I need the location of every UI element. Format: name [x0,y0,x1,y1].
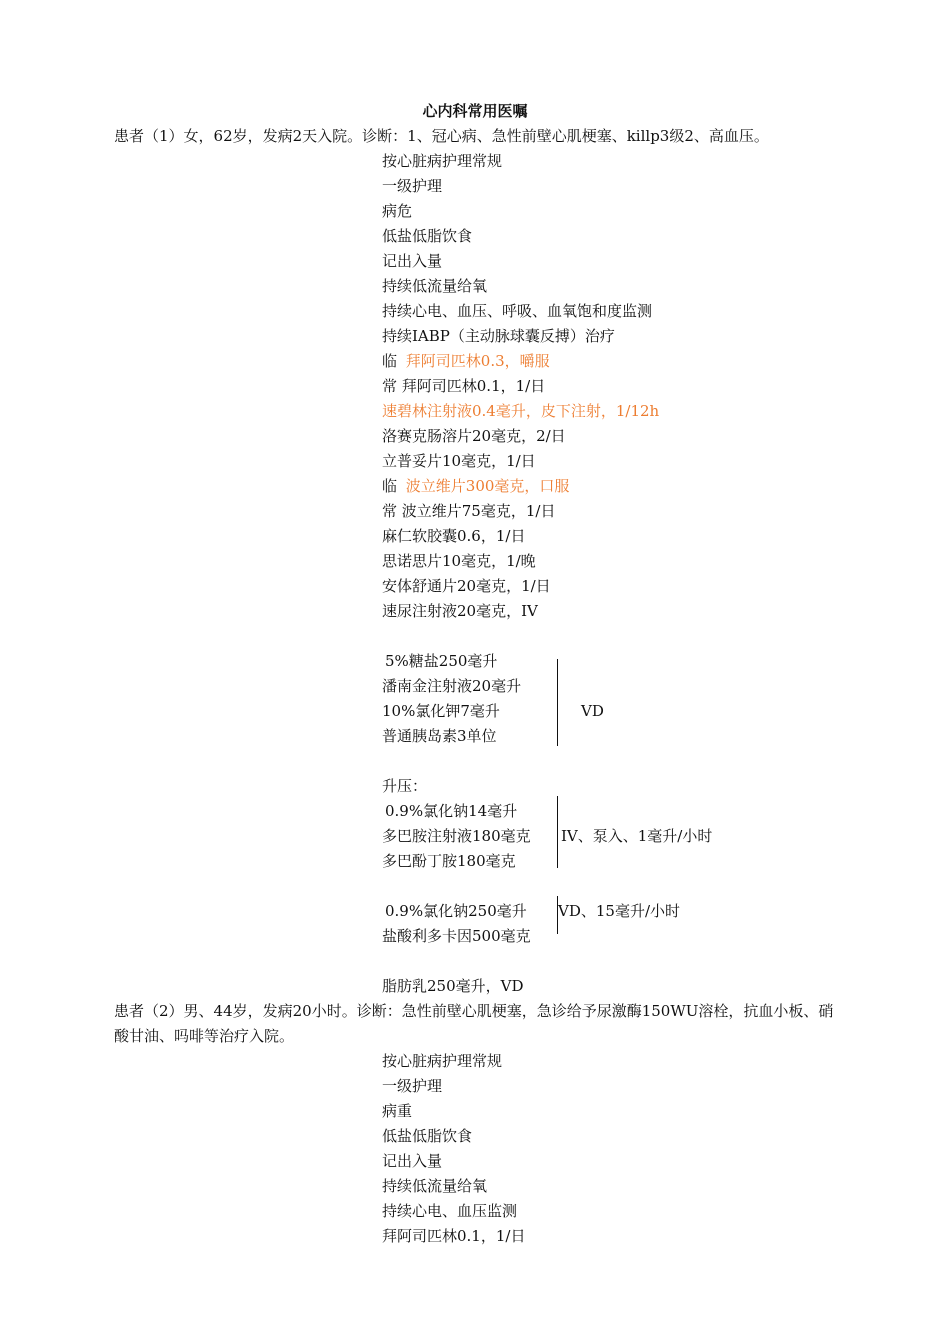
order-line: 脂肪乳250毫升，VD [382,977,524,995]
infusion-item: 普通胰岛素3单位 [382,727,497,745]
temp-order-plavix-text: 波立维片300毫克，口服 [405,477,570,495]
infusion-item: 0.9%氯化钠14毫升 [385,802,518,820]
temp-order-plavix [382,476,569,496]
order-line: 低盐低脂饮食 [382,1127,473,1145]
infusion-route: VD [581,702,604,720]
order-line: 按心脏病护理常规 [382,1052,503,1070]
order-line: 速尿注射液20毫克，IV [382,602,538,620]
infusion-route: IV、泵入、1毫升/小时 [561,827,713,845]
order-line: 按心脏病护理常规 [382,152,503,170]
order-line: 一级护理 [382,177,443,195]
order-line: 记出入量 [382,1152,443,1170]
group-bracket [557,659,558,746]
infusion-item: 5%糖盐250毫升 [385,652,498,670]
temp-order-prefix: 临 [382,352,398,370]
infusion-item: 多巴胺注射液180毫克 [382,827,531,845]
order-line: 一级护理 [382,1077,443,1095]
temp-order-aspirin-text: 拜阿司匹林0.3，嚼服 [405,352,550,370]
case2-header: 患者（2）男、44岁，发病20小时。诊断：急性前壁心肌梗塞，急诊给予尿激酶150WU溶栓，抗血小板、硝 [114,1002,834,1020]
order-line: 常 拜阿司匹林0.1，1/日 [382,377,546,395]
order-line: 安体舒通片20毫克，1/日 [382,577,551,595]
order-line: 低盐低脂饮食 [382,227,473,245]
infusion-item: 0.9%氯化钠250毫升 [385,902,527,920]
group-bracket [557,796,558,868]
infusion-item: 潘南金注射液20毫升 [382,677,522,695]
temp-order-aspirin [382,351,550,371]
order-line: 洛赛克肠溶片20毫克，2/日 [382,427,566,445]
temp-order-prefix: 临 [382,477,398,495]
order-line: 持续IABP（主动脉球囊反搏）治疗 [382,327,615,345]
order-line-highlight: 速碧林注射液0.4毫升，皮下注射，1/12h [382,402,660,420]
order-line: 持续心电、血压、呼吸、血氧饱和度监测 [382,302,653,320]
order-line: 持续低流量给氧 [382,277,488,295]
infusion-item: 10%氯化钾7毫升 [382,702,500,720]
page-title: 心内科常用医嘱 [422,102,528,120]
order-line: 病危 [382,202,413,220]
order-line: 病重 [382,1102,413,1120]
infusion-route: VD、15毫升/小时 [558,902,681,920]
order-line: 常 波立维片75毫克，1/日 [382,502,556,520]
order-line: 思诺思片10毫克，1/晚 [382,552,536,570]
order-line: 麻仁软胶囊0.6，1/日 [382,527,526,545]
order-line: 记出入量 [382,252,443,270]
section-label: 升压： [382,777,428,795]
infusion-item: 盐酸利多卡因500毫克 [382,927,531,945]
order-line: 持续低流量给氧 [382,1177,488,1195]
case1-header: 患者（1）女，62岁，发病2天入院。诊断：1、冠心病、急性前壁心肌梗塞、killp3级2、高血压。 [114,127,769,145]
order-line: 立普妥片10毫克，1/日 [382,452,536,470]
order-line: 拜阿司匹林0.1，1/日 [382,1227,526,1245]
case2-header-continued: 酸甘油、吗啡等治疗入院。 [114,1027,295,1045]
order-line: 持续心电、血压监测 [382,1202,518,1220]
infusion-item: 多巴酚丁胺180毫克 [382,852,516,870]
